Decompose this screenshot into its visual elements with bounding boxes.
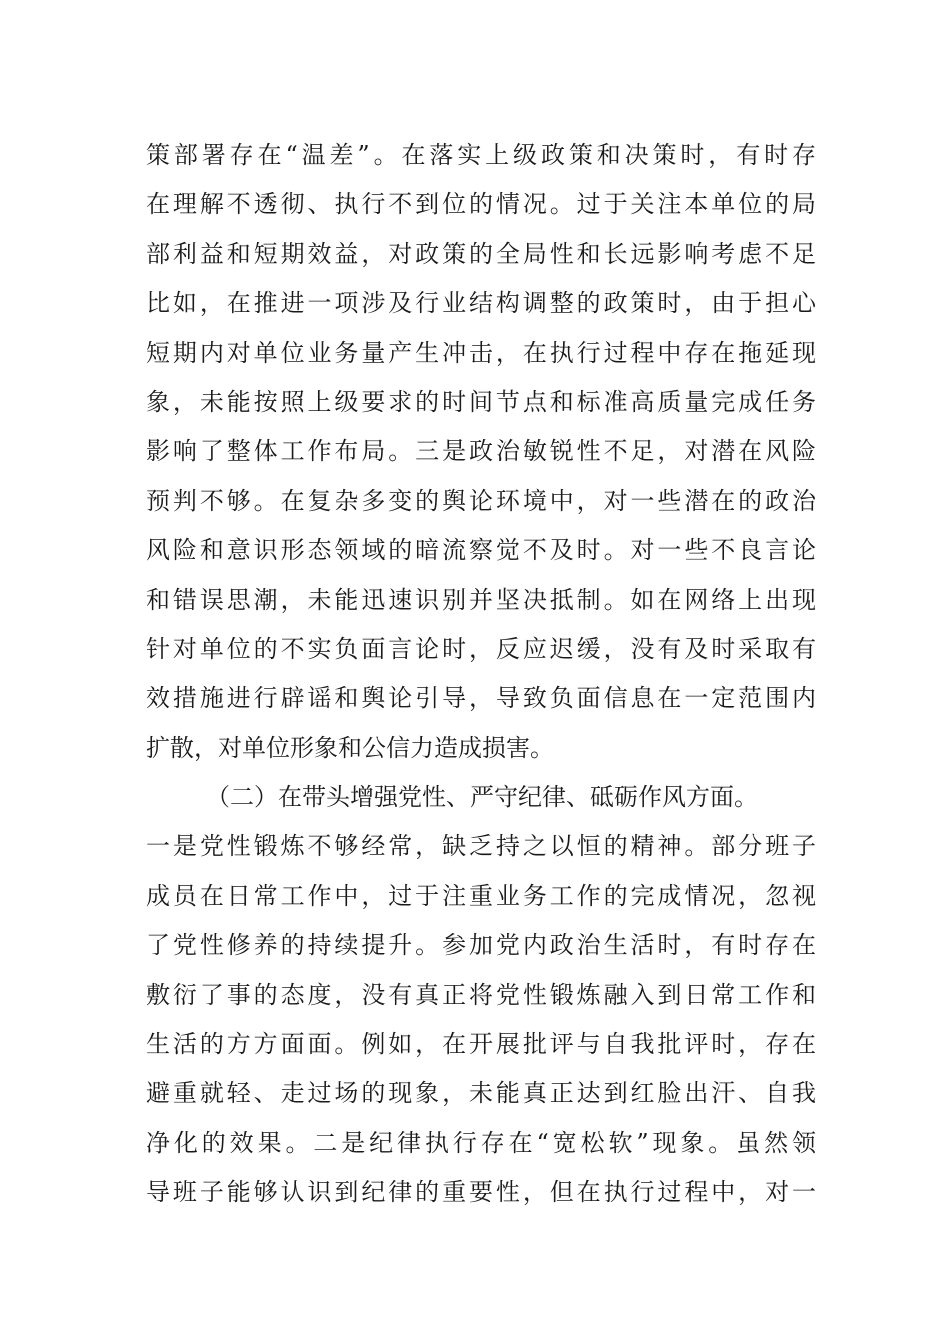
text-line: 效措施进行辟谣和舆论引导，导致负面信息在一定范围内 [146,684,816,713]
text-line: 和错误思潮，未能迅速识别并坚决抵制。如在网络上出现 [146,585,816,614]
text-line: 比如，在推进一项涉及行业结构调整的政策时，由于担心 [146,289,816,318]
text-line: 一是党性锻炼不够经常，缺乏持之以恒的精神。部分班子 [146,832,816,861]
text-line: 净化的效果。二是纪律执行存在“宽松软”现象。虽然领 [146,1128,816,1157]
section-heading: （二）在带头增强党性、严守纪律、砥砺作风方面。 [206,783,758,812]
text-line: 部利益和短期效益，对政策的全局性和长远影响考虑不足 [146,239,816,268]
text-line: 扩散，对单位形象和公信力造成损害。 [146,733,554,762]
text-line: 针对单位的不实负面言论时，反应迟缓，没有及时采取有 [146,634,816,663]
text-line: 导班子能够认识到纪律的重要性，但在执行过程中，对一 [146,1178,816,1207]
document-body [146,131,816,1218]
text-line: 敷衍了事的态度，没有真正将党性锻炼融入到日常工作和 [146,980,816,1009]
text-line: 象，未能按照上级要求的时间节点和标准高质量完成任务 [146,387,816,416]
text-line: 了党性修养的持续提升。参加党内政治生活时，有时存在 [146,931,816,960]
text-line: 在理解不透彻、执行不到位的情况。过于关注本单位的局 [146,190,816,219]
text-line: 策部署存在“温差”。在落实上级政策和决策时，有时存 [146,141,816,169]
text-line: 生活的方方面面。例如，在开展批评与自我批评时，存在 [146,1030,816,1059]
text-line: 成员在日常工作中，过于注重业务工作的完成情况，忽视 [146,881,816,910]
text-line: 预判不够。在复杂多变的舆论环境中，对一些潜在的政治 [146,486,816,515]
text-line: 风险和意识形态领域的暗流察觉不及时。对一些不良言论 [146,536,816,565]
text-line: 避重就轻、走过场的现象，未能真正达到红脸出汗、自我 [146,1079,816,1108]
text-line: 影响了整体工作布局。三是政治敏锐性不足，对潜在风险 [146,437,816,466]
text-line: 短期内对单位业务量产生冲击，在执行过程中存在拖延现 [146,338,816,367]
